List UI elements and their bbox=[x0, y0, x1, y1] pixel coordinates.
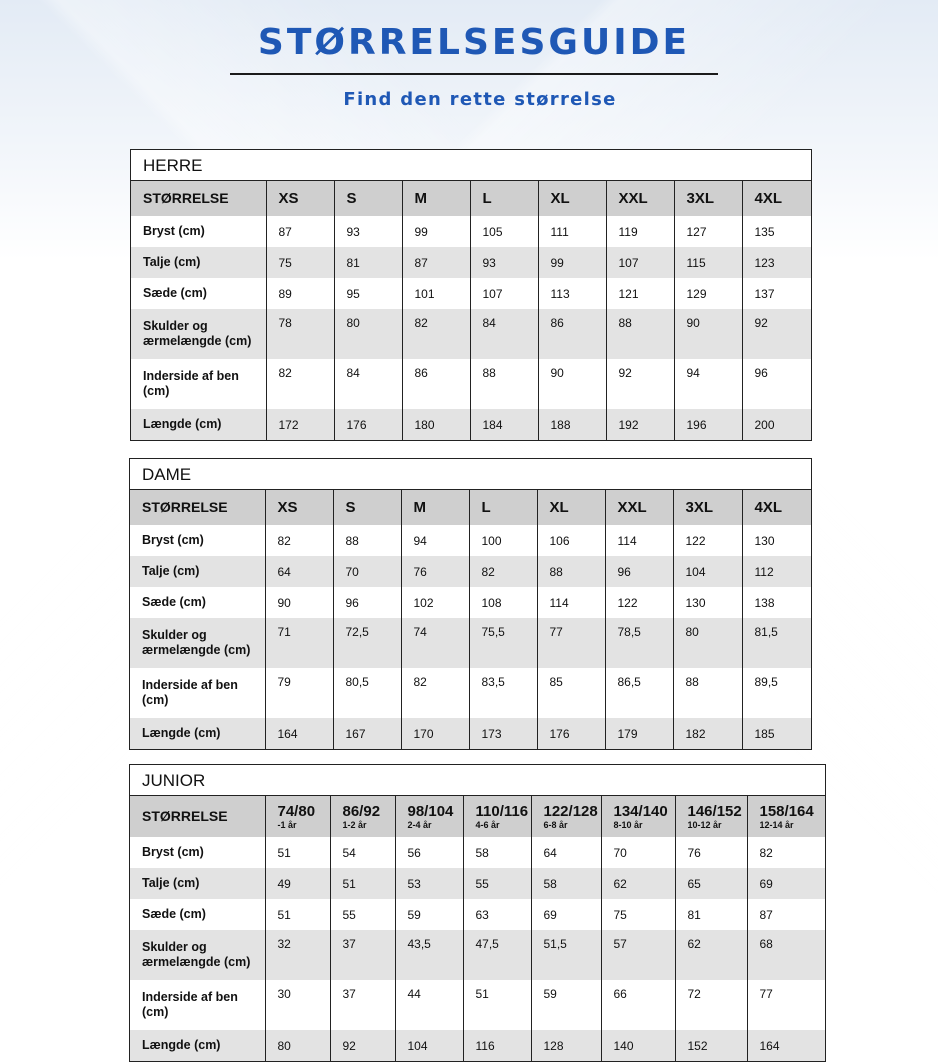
table-cell: 55 bbox=[330, 899, 395, 930]
table-cell: 107 bbox=[606, 247, 674, 278]
table-cell: 85 bbox=[537, 668, 605, 718]
table-cell: 80 bbox=[334, 309, 402, 359]
table-cell: 93 bbox=[470, 247, 538, 278]
table-cell: 82 bbox=[265, 525, 333, 556]
table-cell: 130 bbox=[673, 587, 742, 618]
table-cell: 127 bbox=[674, 216, 742, 247]
row-label: Skulder og ærmelængde (cm) bbox=[130, 930, 265, 980]
size-header: M bbox=[402, 181, 470, 216]
table-cell: 78 bbox=[266, 309, 334, 359]
table-cell: 59 bbox=[531, 980, 601, 1030]
table-cell: 111 bbox=[538, 216, 606, 247]
row-label: Sæde (cm) bbox=[142, 595, 206, 609]
size-header: L bbox=[470, 181, 538, 216]
size-value: 86/92 bbox=[342, 803, 381, 820]
row-label: Skulder og ærmelængde (cm) bbox=[131, 309, 266, 359]
page-subtitle: Find den rette størrelse bbox=[343, 89, 617, 110]
table-cell: 74 bbox=[401, 618, 469, 668]
row-label: Inderside af ben (cm) bbox=[143, 369, 239, 398]
size-header: S bbox=[334, 181, 402, 216]
table-cell: 68 bbox=[747, 930, 825, 980]
table-cell: 80 bbox=[673, 618, 742, 668]
table-cell: 94 bbox=[401, 525, 469, 556]
table-cell: 99 bbox=[538, 247, 606, 278]
table-cell: 92 bbox=[606, 359, 674, 409]
table-cell: 62 bbox=[675, 930, 747, 980]
table-cell: 90 bbox=[538, 359, 606, 409]
junior-size-table bbox=[130, 796, 825, 1061]
table-cell: 84 bbox=[334, 359, 402, 409]
table-cell: 32 bbox=[265, 930, 330, 980]
table-cell: 102 bbox=[401, 587, 469, 618]
table-cell: 81,5 bbox=[742, 618, 811, 668]
size-header bbox=[747, 796, 825, 837]
row-label: Længde (cm) bbox=[130, 1030, 265, 1061]
size-value: 134/140 bbox=[613, 803, 668, 820]
table-cell: 53 bbox=[395, 868, 463, 899]
table-cell: 71 bbox=[265, 618, 333, 668]
table-row bbox=[130, 556, 811, 587]
table-cell: 135 bbox=[742, 216, 811, 247]
size-age: -1 år bbox=[277, 820, 297, 830]
size-header: XL bbox=[537, 490, 605, 525]
table-row bbox=[131, 409, 811, 440]
table-cell: 119 bbox=[606, 216, 674, 247]
table-cell: 200 bbox=[742, 409, 811, 440]
table-cell: 122 bbox=[605, 587, 673, 618]
table-cell: 89 bbox=[266, 278, 334, 309]
table-cell: 90 bbox=[265, 587, 333, 618]
table-cell: 182 bbox=[673, 718, 742, 749]
table-cell: 49 bbox=[265, 868, 330, 899]
table-cell: 93 bbox=[334, 216, 402, 247]
table-cell: 137 bbox=[742, 278, 811, 309]
table-cell: 58 bbox=[531, 868, 601, 899]
table-cell: 115 bbox=[674, 247, 742, 278]
table-cell: 88 bbox=[673, 668, 742, 718]
size-header: L bbox=[469, 490, 537, 525]
row-label: Længde (cm) bbox=[131, 409, 266, 440]
table-row bbox=[130, 868, 825, 899]
table-cell: 82 bbox=[402, 309, 470, 359]
table-cell: 185 bbox=[742, 718, 811, 749]
table-cell: 86,5 bbox=[605, 668, 673, 718]
table-cell: 75 bbox=[266, 247, 334, 278]
row-label: Inderside af ben (cm) bbox=[142, 678, 238, 707]
row-label: Bryst (cm) bbox=[143, 224, 205, 238]
table-cell: 57 bbox=[601, 930, 675, 980]
table-row bbox=[130, 1030, 825, 1061]
dame-size-section bbox=[129, 458, 812, 750]
table-cell: 82 bbox=[469, 556, 537, 587]
table-cell: 58 bbox=[463, 837, 531, 868]
table-cell: 104 bbox=[673, 556, 742, 587]
table-cell: 87 bbox=[747, 899, 825, 930]
table-cell: 121 bbox=[606, 278, 674, 309]
table-cell: 30 bbox=[265, 980, 330, 1030]
size-header: S bbox=[333, 490, 401, 525]
table-cell: 54 bbox=[330, 837, 395, 868]
table-cell: 95 bbox=[334, 278, 402, 309]
size-header: M bbox=[401, 490, 469, 525]
size-age: 2-4 år bbox=[407, 820, 432, 830]
table-cell: 167 bbox=[333, 718, 401, 749]
table-cell: 99 bbox=[402, 216, 470, 247]
table-cell: 87 bbox=[266, 216, 334, 247]
table-row bbox=[130, 525, 811, 556]
table-cell: 76 bbox=[401, 556, 469, 587]
size-header: 3XL bbox=[673, 490, 742, 525]
table-cell: 51 bbox=[330, 868, 395, 899]
table-row bbox=[130, 930, 825, 980]
row-label: Bryst (cm) bbox=[142, 845, 204, 859]
size-age: 6-8 år bbox=[543, 820, 568, 830]
table-cell: 47,5 bbox=[463, 930, 531, 980]
table-cell: 112 bbox=[742, 556, 811, 587]
size-age: 10-12 år bbox=[687, 820, 722, 830]
table-row bbox=[131, 247, 811, 278]
herre-size-section bbox=[130, 149, 812, 441]
table-cell: 77 bbox=[747, 980, 825, 1030]
row-label: Talje (cm) bbox=[130, 868, 265, 899]
header-label: STØRRELSE bbox=[130, 490, 265, 525]
page-title: STØRRELSESGUIDE bbox=[257, 22, 691, 63]
size-header bbox=[265, 796, 330, 837]
table-row bbox=[130, 618, 811, 668]
row-label: Talje (cm) bbox=[131, 247, 266, 278]
size-header bbox=[395, 796, 463, 837]
table-cell: 123 bbox=[742, 247, 811, 278]
table-cell: 70 bbox=[333, 556, 401, 587]
table-cell: 140 bbox=[601, 1030, 675, 1061]
herre-section-title: HERRE bbox=[131, 150, 811, 181]
size-age: 12-14 år bbox=[759, 820, 794, 830]
table-cell: 64 bbox=[531, 837, 601, 868]
table-cell: 107 bbox=[470, 278, 538, 309]
table-cell: 164 bbox=[747, 1030, 825, 1061]
table-cell: 80,5 bbox=[333, 668, 401, 718]
size-header bbox=[463, 796, 531, 837]
table-cell: 66 bbox=[601, 980, 675, 1030]
table-cell: 80 bbox=[265, 1030, 330, 1061]
table-cell: 44 bbox=[395, 980, 463, 1030]
size-age: 8-10 år bbox=[613, 820, 643, 830]
dame-size-table bbox=[130, 490, 811, 749]
table-cell: 84 bbox=[470, 309, 538, 359]
table-cell: 164 bbox=[265, 718, 333, 749]
junior-section-title: JUNIOR bbox=[130, 765, 825, 796]
table-cell: 82 bbox=[401, 668, 469, 718]
size-header bbox=[675, 796, 747, 837]
table-cell: 184 bbox=[470, 409, 538, 440]
row-label: Inderside af ben (cm) bbox=[142, 990, 238, 1019]
table-cell: 72,5 bbox=[333, 618, 401, 668]
table-row bbox=[130, 837, 825, 868]
size-header: XXL bbox=[605, 490, 673, 525]
page-header bbox=[0, 0, 938, 130]
table-cell: 90 bbox=[674, 309, 742, 359]
table-cell: 79 bbox=[265, 668, 333, 718]
table-cell: 56 bbox=[395, 837, 463, 868]
table-cell: 106 bbox=[537, 525, 605, 556]
table-header-row bbox=[130, 796, 825, 837]
table-cell: 43,5 bbox=[395, 930, 463, 980]
size-header bbox=[531, 796, 601, 837]
header-label: STØRRELSE bbox=[131, 181, 266, 216]
size-header bbox=[601, 796, 675, 837]
table-cell: 88 bbox=[606, 309, 674, 359]
table-header-row bbox=[131, 181, 811, 216]
size-header: XS bbox=[266, 181, 334, 216]
table-cell: 51,5 bbox=[531, 930, 601, 980]
table-cell: 188 bbox=[538, 409, 606, 440]
table-cell: 116 bbox=[463, 1030, 531, 1061]
size-value: 110/116 bbox=[475, 803, 529, 820]
table-row bbox=[131, 359, 811, 409]
junior-size-section bbox=[129, 764, 826, 1062]
size-header: XS bbox=[265, 490, 333, 525]
table-cell: 69 bbox=[747, 868, 825, 899]
row-label: Talje (cm) bbox=[130, 556, 265, 587]
table-cell: 77 bbox=[537, 618, 605, 668]
table-cell: 104 bbox=[395, 1030, 463, 1061]
table-cell: 63 bbox=[463, 899, 531, 930]
header-label: STØRRELSE bbox=[130, 796, 265, 837]
row-label: Bryst (cm) bbox=[142, 533, 204, 547]
table-cell: 37 bbox=[330, 930, 395, 980]
table-cell: 51 bbox=[463, 980, 531, 1030]
size-value: 122/128 bbox=[543, 803, 598, 820]
table-cell: 37 bbox=[330, 980, 395, 1030]
table-row bbox=[130, 899, 825, 930]
table-row bbox=[131, 309, 811, 359]
table-row bbox=[130, 668, 811, 718]
title-underline bbox=[230, 73, 718, 75]
size-value: 146/152 bbox=[687, 803, 742, 820]
size-value: 158/164 bbox=[759, 803, 814, 820]
size-value: 74/80 bbox=[277, 803, 316, 820]
table-cell: 87 bbox=[402, 247, 470, 278]
size-value: 98/104 bbox=[407, 803, 454, 820]
table-cell: 62 bbox=[601, 868, 675, 899]
table-cell: 92 bbox=[330, 1030, 395, 1061]
table-cell: 86 bbox=[538, 309, 606, 359]
table-cell: 75 bbox=[601, 899, 675, 930]
table-cell: 96 bbox=[605, 556, 673, 587]
table-cell: 96 bbox=[742, 359, 811, 409]
table-row bbox=[131, 278, 811, 309]
table-cell: 180 bbox=[402, 409, 470, 440]
table-cell: 130 bbox=[742, 525, 811, 556]
size-header: 4XL bbox=[742, 490, 811, 525]
table-cell: 138 bbox=[742, 587, 811, 618]
table-cell: 172 bbox=[266, 409, 334, 440]
table-cell: 78,5 bbox=[605, 618, 673, 668]
table-cell: 176 bbox=[334, 409, 402, 440]
table-cell: 76 bbox=[675, 837, 747, 868]
table-cell: 192 bbox=[606, 409, 674, 440]
table-row bbox=[130, 980, 825, 1030]
table-cell: 51 bbox=[265, 899, 330, 930]
size-header: XXL bbox=[606, 181, 674, 216]
size-header: 3XL bbox=[674, 181, 742, 216]
table-cell: 92 bbox=[742, 309, 811, 359]
table-cell: 82 bbox=[266, 359, 334, 409]
table-header-row bbox=[130, 490, 811, 525]
size-age: 4-6 år bbox=[475, 820, 500, 830]
table-cell: 105 bbox=[470, 216, 538, 247]
table-cell: 55 bbox=[463, 868, 531, 899]
table-row bbox=[130, 587, 811, 618]
table-cell: 64 bbox=[265, 556, 333, 587]
table-cell: 69 bbox=[531, 899, 601, 930]
table-cell: 72 bbox=[675, 980, 747, 1030]
table-cell: 88 bbox=[333, 525, 401, 556]
table-cell: 113 bbox=[538, 278, 606, 309]
table-cell: 129 bbox=[674, 278, 742, 309]
table-cell: 70 bbox=[601, 837, 675, 868]
row-label: Længde (cm) bbox=[130, 718, 265, 749]
table-cell: 114 bbox=[605, 525, 673, 556]
table-cell: 94 bbox=[674, 359, 742, 409]
table-cell: 114 bbox=[537, 587, 605, 618]
table-row bbox=[130, 718, 811, 749]
table-cell: 88 bbox=[470, 359, 538, 409]
size-header: XL bbox=[538, 181, 606, 216]
table-cell: 170 bbox=[401, 718, 469, 749]
table-cell: 101 bbox=[402, 278, 470, 309]
table-cell: 128 bbox=[531, 1030, 601, 1061]
table-cell: 89,5 bbox=[742, 668, 811, 718]
herre-size-table bbox=[131, 181, 811, 440]
table-cell: 88 bbox=[537, 556, 605, 587]
table-cell: 51 bbox=[265, 837, 330, 868]
table-cell: 65 bbox=[675, 868, 747, 899]
table-cell: 96 bbox=[333, 587, 401, 618]
row-label: Skulder og ærmelængde (cm) bbox=[130, 618, 265, 668]
table-cell: 82 bbox=[747, 837, 825, 868]
table-cell: 75,5 bbox=[469, 618, 537, 668]
table-cell: 179 bbox=[605, 718, 673, 749]
dame-section-title: DAME bbox=[130, 459, 811, 490]
table-cell: 86 bbox=[402, 359, 470, 409]
table-cell: 176 bbox=[537, 718, 605, 749]
table-cell: 122 bbox=[673, 525, 742, 556]
table-cell: 196 bbox=[674, 409, 742, 440]
row-label: Sæde (cm) bbox=[143, 286, 207, 300]
table-cell: 81 bbox=[334, 247, 402, 278]
table-row bbox=[131, 216, 811, 247]
table-cell: 81 bbox=[675, 899, 747, 930]
table-cell: 83,5 bbox=[469, 668, 537, 718]
size-header bbox=[330, 796, 395, 837]
size-header: 4XL bbox=[742, 181, 811, 216]
table-cell: 173 bbox=[469, 718, 537, 749]
size-age: 1-2 år bbox=[342, 820, 367, 830]
table-cell: 152 bbox=[675, 1030, 747, 1061]
table-cell: 59 bbox=[395, 899, 463, 930]
row-label: Sæde (cm) bbox=[142, 907, 206, 921]
table-cell: 108 bbox=[469, 587, 537, 618]
table-cell: 100 bbox=[469, 525, 537, 556]
